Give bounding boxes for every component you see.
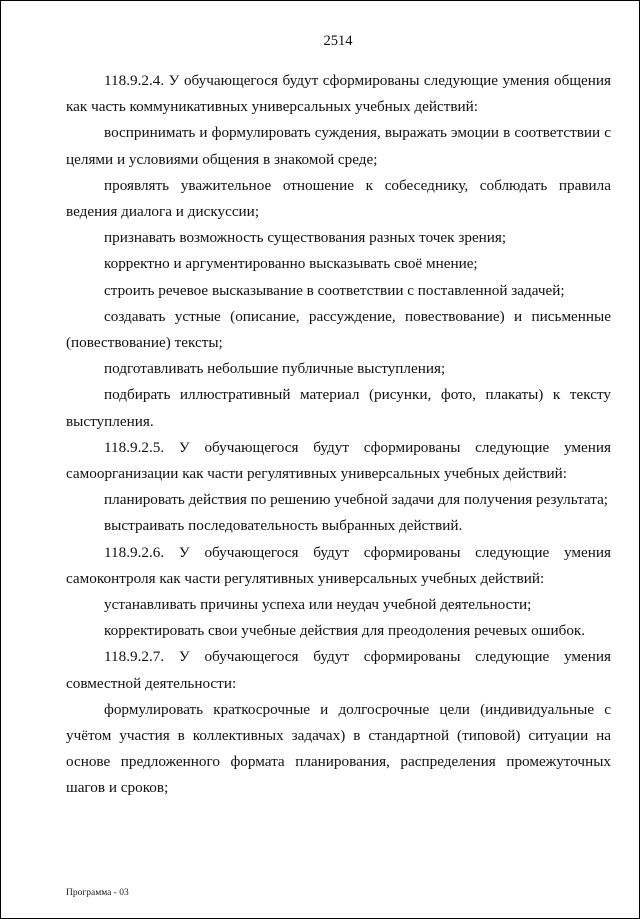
- paragraph-item: строить речевое высказывание в соответствии с поставленной задачей;: [104, 281, 565, 299]
- paragraph-item: планировать действия по решению учебной задачи для получения результата;: [104, 491, 609, 509]
- paragraph-item: признавать возможность существования разных точек зрения;: [104, 229, 507, 247]
- paragraph-item: формулировать краткосрочные и долгосрочные цели (индивидуальные с учётом участия в коллективных задачах) в стандартной (типовой) ситуации на основе предложенного формата планирования, распределения промежуточных шагов и сроков;: [66, 700, 611, 797]
- document-body: [66, 68, 611, 802]
- paragraph-item: подбирать иллюстративный материал (рисунки, фото, плакаты) к тексту выступления.: [66, 386, 611, 430]
- paragraph-118-9-2-6: 118.9.2.6. У обучающегося будут сформированы следующие умения самоконтроля как части регулятивных универсальных учебных действий:: [66, 543, 611, 587]
- footer-program-label: Программа - 03: [66, 888, 129, 898]
- paragraph-item: подготавливать небольшие публичные выступления;: [104, 360, 446, 378]
- paragraph-item: выстраивать последовательность выбранных действий.: [104, 517, 463, 535]
- paragraph-118-9-2-4: 118.9.2.4. У обучающегося будут сформированы следующие умения общения как часть коммуникативных универсальных учебных действий:: [66, 72, 611, 116]
- paragraph-item: корректировать свои учебные действия для преодоления речевых ошибок.: [104, 622, 586, 640]
- page-number: 2514: [323, 33, 353, 49]
- paragraph-item: корректно и аргументированно высказывать своё мнение;: [104, 255, 478, 273]
- paragraph-item: воспринимать и формулировать суждения, выражать эмоции в соответствии с целями и условиями общения в знакомой среде;: [66, 124, 611, 168]
- paragraph-118-9-2-7: 118.9.2.7. У обучающегося будут сформированы следующие умения совместной деятельности:: [66, 648, 611, 692]
- paragraph-item: устанавливать причины успеха или неудач учебной деятельности;: [104, 596, 532, 614]
- paragraph-item: создавать устные (описание, рассуждение, повествование) и письменные (повествование) тексты;: [66, 307, 611, 352]
- paragraph-118-9-2-5: 118.9.2.5. У обучающегося будут сформированы следующие умения самоорганизации как части регулятивных универсальных учебных действий:: [66, 438, 611, 483]
- paragraph-item: проявлять уважительное отношение к собеседнику, соблюдать правила ведения диалога и дискуссии;: [66, 176, 611, 221]
